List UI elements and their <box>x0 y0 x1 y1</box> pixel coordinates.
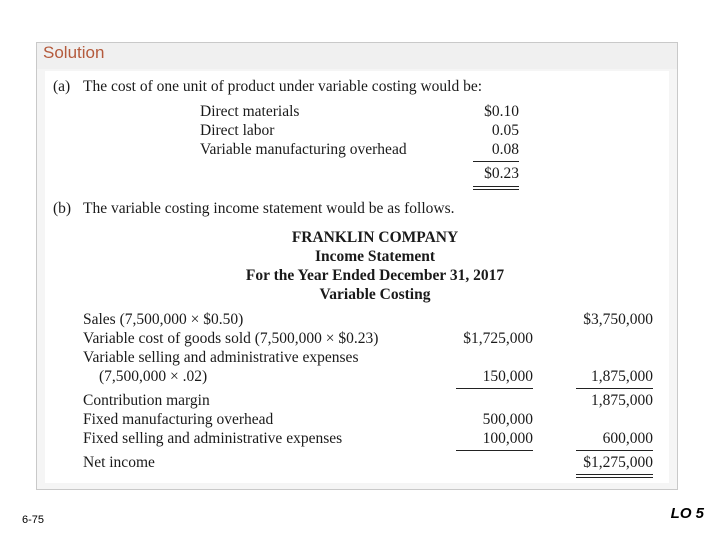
contribution-margin-amount: 1,875,000 <box>591 392 653 409</box>
solution-title: Solution <box>43 43 105 62</box>
fixed-mfg-overhead-label: Fixed manufacturing overhead <box>83 411 274 428</box>
solution-panel <box>36 42 678 490</box>
fixed-sae-label: Fixed selling and administrative expenses <box>83 430 343 447</box>
part-a-intro: The cost of one unit of product under variable costing would be: <box>83 78 483 95</box>
statement-period: For the Year Ended December 31, 2017 <box>245 267 505 284</box>
part-b-intro: The variable costing income statement would be as follows. <box>83 200 455 217</box>
sales-amount: $3,750,000 <box>583 311 653 328</box>
total-variable-costs: 1,875,000 <box>591 368 653 385</box>
vcogs-label: Variable cost of goods sold (7,500,000 × $0.23) <box>83 330 379 347</box>
direct-labor-value: 0.05 <box>491 122 519 139</box>
direct-labor-label: Direct labor <box>200 122 275 139</box>
unit-cost-total-rule-1 <box>473 186 519 187</box>
unit-cost-subtotal-rule <box>473 161 519 162</box>
part-a-label: (a) <box>53 78 71 95</box>
total-fixed-costs: 600,000 <box>602 430 653 447</box>
sales-label: Sales (7,500,000 × $0.50) <box>83 311 244 328</box>
contribution-margin-label: Contribution margin <box>83 392 210 409</box>
company-name: FRANKLIN COMPANY <box>291 229 459 246</box>
total-fixed-costs-rule <box>576 450 653 451</box>
unit-cost-total-rule-2 <box>473 189 519 190</box>
solution-body <box>45 71 669 483</box>
vcogs-amount: $1,725,000 <box>463 330 533 347</box>
variable-costs-rule <box>456 388 533 389</box>
variable-mfg-overhead-value: 0.08 <box>491 141 519 158</box>
vsae-calc-label: (7,500,000 × .02) <box>99 368 208 385</box>
net-income-label: Net income <box>83 454 155 471</box>
fixed-mfg-overhead-amount: 500,000 <box>482 411 533 428</box>
part-b-label: (b) <box>53 200 72 217</box>
net-income-rule-2 <box>576 477 653 478</box>
direct-materials-value: $0.10 <box>484 103 519 120</box>
vsae-amount: 150,000 <box>482 368 533 385</box>
unit-cost-total: $0.23 <box>484 165 519 182</box>
panel-header <box>37 43 677 69</box>
net-income-rule-1 <box>576 474 653 475</box>
statement-title: Income Statement <box>314 248 436 265</box>
net-income-amount: $1,275,000 <box>583 454 653 471</box>
slide-number: 6-75 <box>22 514 45 526</box>
vsae-label: Variable selling and administrative expenses <box>83 349 359 366</box>
fixed-sae-amount: 100,000 <box>482 430 533 447</box>
total-variable-costs-rule <box>576 388 653 389</box>
fixed-costs-rule <box>456 450 533 451</box>
costing-method: Variable Costing <box>319 286 431 303</box>
variable-mfg-overhead-label: Variable manufacturing overhead <box>200 141 407 158</box>
direct-materials-label: Direct materials <box>200 103 300 120</box>
learning-objective: LO 5 <box>670 505 704 522</box>
